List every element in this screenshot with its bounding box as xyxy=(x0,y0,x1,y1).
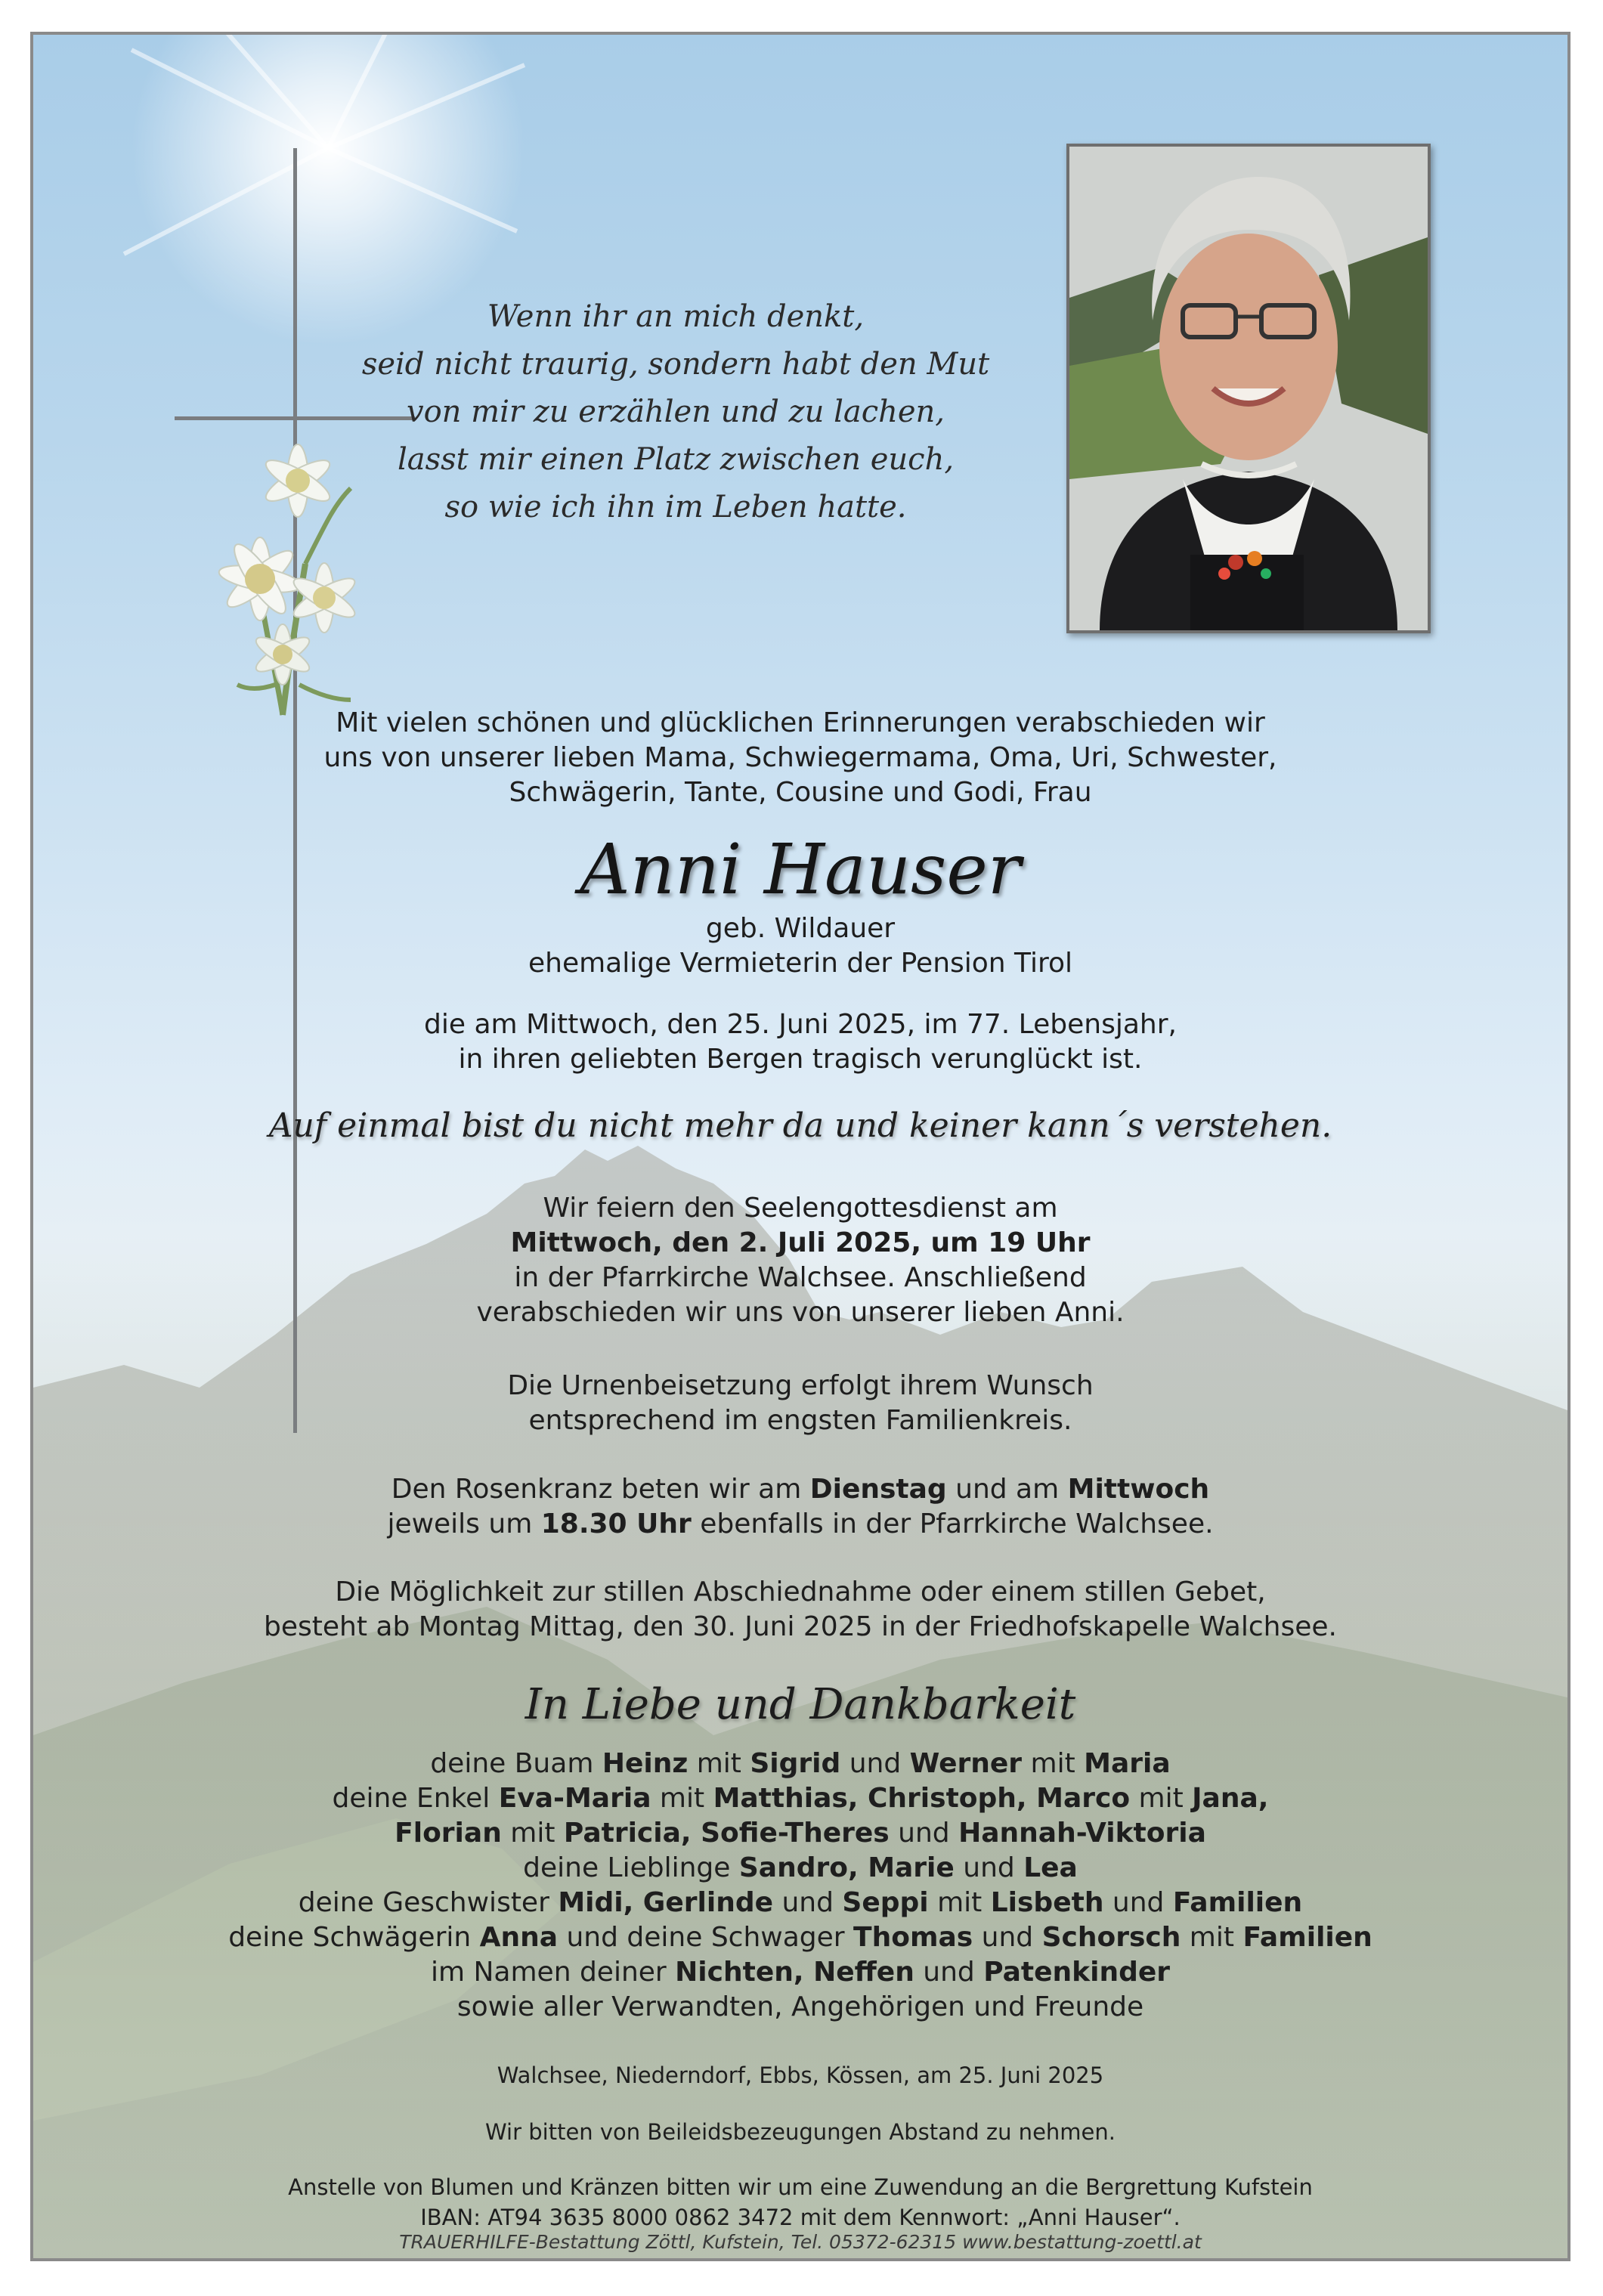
farewell-line: besteht ab Montag Mittag, den 30. Juni 2025 in der Friedhofskapelle Walchsee. xyxy=(264,1611,1337,1642)
birth-name: geb. Wildauer xyxy=(705,913,896,944)
funeral-mass xyxy=(33,1191,1567,1330)
family-line: deine Schwägerin Anna und deine Schwager Thomas und Schorsch mit Familien xyxy=(228,1922,1372,1953)
mass-line: verabschieden wir uns von unserer lieben Anni. xyxy=(476,1297,1125,1328)
family-line: deine Buam Heinz mit Sigrid und Werner mit Maria xyxy=(430,1748,1171,1779)
undertaker-info: TRAUERHILFE-Bestattung Zöttl, Kufstein, Tel. 05372-62315 www.bestattung-zoettl.at xyxy=(399,2231,1202,2253)
deceased-name: Anni Hauser xyxy=(580,829,1021,910)
family-list xyxy=(33,1747,1567,2025)
donation-info xyxy=(33,2172,1567,2233)
thanks-heading: In Liebe und Dankbarkeit xyxy=(525,1680,1076,1729)
portrait-photo xyxy=(1066,144,1431,633)
farewell-info xyxy=(33,1575,1567,1645)
deceased-details xyxy=(33,911,1567,981)
family-line: deine Lieblinge Sandro, Marie und Lea xyxy=(523,1852,1078,1883)
place-date: Walchsee, Niederndorf, Ebbs, Kössen, am 25. Juni 2025 xyxy=(497,2062,1104,2088)
poem-line: von mir zu erzählen und zu lachen, xyxy=(406,395,945,429)
condolence-note: Wir bitten von Beileidsbezeugungen Abstand zu nehmen. xyxy=(485,2119,1116,2145)
obituary-frame xyxy=(30,32,1571,2261)
family-line: im Namen deiner Nichten, Neffen und Patenkinder xyxy=(430,1957,1171,1988)
donation-line: IBAN: AT94 3635 8000 0862 3472 mit dem Kennwort: „Anni Hauser“. xyxy=(420,2205,1181,2230)
rosary-line: jeweils um 18.30 Uhr ebenfalls in der Pfarrkirche Walchsee. xyxy=(387,1508,1214,1539)
poem xyxy=(336,293,1016,531)
poem-line: so wie ich ihn im Leben hatte. xyxy=(444,490,907,524)
intro-text xyxy=(33,706,1567,810)
urn-burial xyxy=(33,1369,1567,1438)
death-line: die am Mittwoch, den 25. Juni 2025, im 77. Lebensjahr, xyxy=(424,1009,1177,1040)
mass-line: Wir feiern den Seelengottesdienst am xyxy=(543,1193,1058,1224)
donation-line: Anstelle von Blumen und Kränzen bitten wir um eine Zuwendung an die Bergrettung Kufstein xyxy=(288,2174,1313,2200)
family-line: Florian mit Patricia, Sofie-Theres und Hannah-Viktoria xyxy=(395,1818,1206,1849)
intro-line: Schwägerin, Tante, Cousine und Godi, Frau xyxy=(509,777,1092,808)
quote: Auf einmal bist du nicht mehr da und keiner kann´s verstehen. xyxy=(268,1106,1332,1145)
rosary-info xyxy=(33,1472,1567,1542)
poem-line: lasst mir einen Platz zwischen euch, xyxy=(397,442,955,477)
family-line: deine Enkel Eva-Maria mit Matthias, Christoph, Marco mit Jana, xyxy=(332,1783,1269,1814)
family-line: sowie aller Verwandten, Angehörigen und Freunde xyxy=(456,1991,1144,2022)
occupation: ehemalige Vermieterin der Pension Tirol xyxy=(528,948,1072,979)
intro-line: Mit vielen schönen und glücklichen Erinnerungen verabschieden wir xyxy=(336,707,1265,738)
poem-line: seid nicht traurig, sondern habt den Mut xyxy=(361,347,990,382)
death-line: in ihren geliebten Bergen tragisch verunglückt ist. xyxy=(458,1044,1143,1075)
farewell-line: Die Möglichkeit zur stillen Abschiednahme oder einem stillen Gebet, xyxy=(335,1577,1266,1608)
poem-line: Wenn ihr an mich denkt, xyxy=(487,299,865,334)
death-notice xyxy=(33,1007,1567,1077)
urn-line: Die Urnenbeisetzung erfolgt ihrem Wunsch xyxy=(507,1370,1094,1401)
intro-line: uns von unserer lieben Mama, Schwiegermama, Oma, Uri, Schwester, xyxy=(323,742,1277,773)
rosary-line: Den Rosenkranz beten wir am Dienstag und am Mittwoch xyxy=(391,1474,1210,1505)
portrait-illustration xyxy=(1069,147,1428,630)
mass-date: Mittwoch, den 2. Juli 2025, um 19 Uhr xyxy=(510,1227,1091,1258)
family-line: deine Geschwister Midi, Gerlinde und Seppi mit Lisbeth und Familien xyxy=(298,1887,1303,1918)
mass-line: in der Pfarrkirche Walchsee. Anschließend xyxy=(514,1262,1087,1293)
urn-line: entsprechend im engsten Familienkreis. xyxy=(528,1405,1072,1436)
